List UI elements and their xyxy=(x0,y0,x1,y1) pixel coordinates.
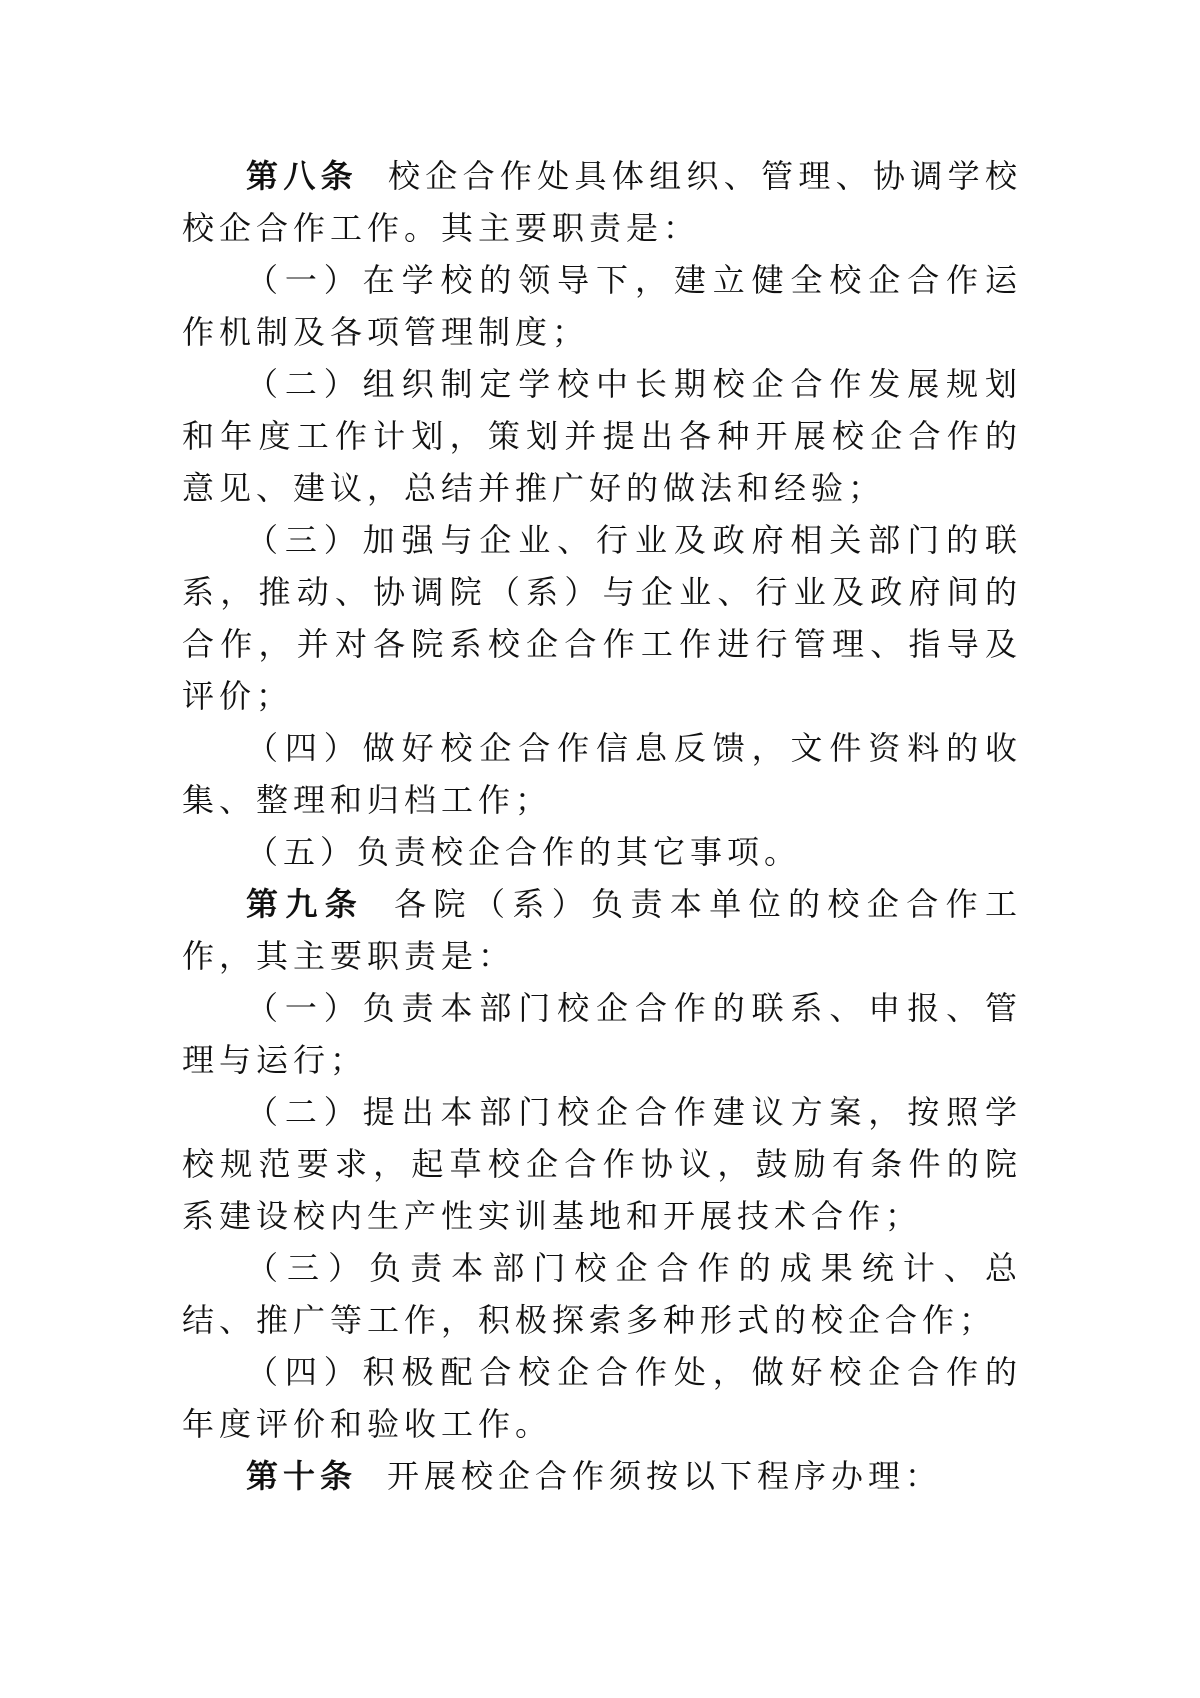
article-8-heading: 第八条 xyxy=(246,157,358,195)
article-9-item-4: （四）积极配合校企合作处，做好校企合作的年度评价和验收工作。 xyxy=(182,1353,1022,1443)
document-body xyxy=(182,150,1022,1502)
article-9 xyxy=(182,878,1022,982)
article-8-item-3: （三）加强与企业、行业及政府相关部门的联系，推动、协调院（系）与企业、行业及政府间的合作，并对各院系校企合作工作进行管理、指导及评价； xyxy=(182,521,1022,715)
article-8-text: 校企合作处具体组织、管理、协调学校校企合作工作。其主要职责是： xyxy=(182,157,1022,247)
article-9-item-1: （一）负责本部门校企合作的联系、申报、管理与运行； xyxy=(182,989,1022,1079)
article-8 xyxy=(182,150,1022,254)
article-10 xyxy=(182,1450,1022,1502)
article-9-heading: 第九条 xyxy=(246,885,365,923)
article-8-item-2: （二）组织制定学校中长期校企合作发展规划和年度工作计划，策划并提出各种开展校企合作的意见、建议，总结并推广好的做法和经验； xyxy=(182,365,1022,507)
article-9-item-3: （三）负责本部门校企合作的成果统计、总结、推广等工作，积极探索多种形式的校企合作； xyxy=(182,1249,1022,1339)
article-10-text: 开展校企合作须按以下程序办理： xyxy=(387,1457,943,1495)
article-8-item-5: （五）负责校企合作的其它事项。 xyxy=(246,833,802,871)
article-8-item-4: （四）做好校企合作信息反馈，文件资料的收集、整理和归档工作； xyxy=(182,729,1022,819)
article-9-text: 各院（系）负责本单位的校企合作工作，其主要职责是： xyxy=(182,885,1022,975)
article-9-item-2: （二）提出本部门校企合作建议方案，按照学校规范要求，起草校企合作协议，鼓励有条件的院系建设校内生产性实训基地和开展技术合作； xyxy=(182,1093,1022,1235)
article-10-heading: 第十条 xyxy=(246,1457,358,1495)
article-8-item-1: （一）在学校的领导下，建立健全校企合作运作机制及各项管理制度； xyxy=(182,261,1022,351)
